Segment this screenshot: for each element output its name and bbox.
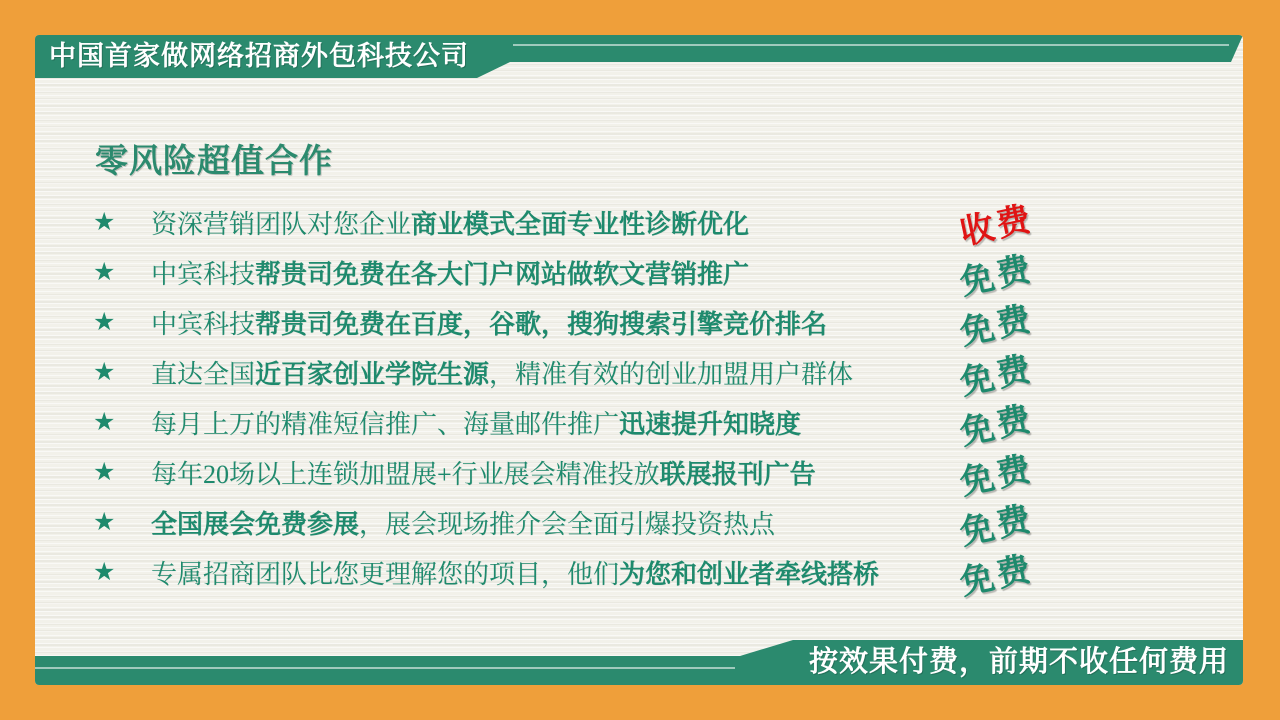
list-item — [91, 547, 1061, 602]
star-icon: ★ — [93, 207, 116, 236]
text-segment: 帮贵司免费在百度，谷歌，搜狗搜索引擎竞价排名 — [255, 309, 828, 339]
fee-tag: 免费 — [956, 300, 1037, 352]
star-icon: ★ — [93, 307, 116, 336]
text-segment: 近百家创业学院生源 — [255, 359, 490, 389]
star-icon: ★ — [93, 557, 116, 586]
footer-accent-line — [35, 667, 735, 669]
item-text — [151, 454, 941, 491]
item-text — [151, 504, 941, 541]
list-item — [91, 347, 1061, 402]
list-item — [91, 447, 1061, 502]
benefit-list — [91, 197, 1061, 602]
star-icon: ★ — [93, 257, 116, 286]
item-text — [151, 354, 941, 391]
content-card — [35, 35, 1243, 685]
text-segment: 迅速提升知晓度 — [619, 409, 802, 439]
star-icon: ★ — [93, 457, 116, 486]
item-text — [151, 304, 941, 341]
text-segment: 直达全国 — [151, 359, 256, 389]
text-segment: ，精准有效的创业加盟用户群体 — [489, 359, 854, 389]
text-segment: ，展会现场推介会全面引爆投资热点 — [359, 509, 776, 539]
text-segment: 资深营销团队对您企业 — [151, 209, 412, 239]
text-segment: 帮贵司免费在各大门户网站做软文营销推广 — [255, 259, 750, 289]
star-icon: ★ — [93, 407, 116, 436]
list-item — [91, 297, 1061, 352]
item-text — [151, 254, 941, 291]
star-icon: ★ — [93, 357, 116, 386]
text-segment: 中宾科技 — [151, 309, 256, 339]
text-segment: 中宾科技 — [151, 259, 256, 289]
fee-tag: 免费 — [956, 250, 1037, 302]
list-item — [91, 497, 1061, 552]
item-text — [151, 404, 941, 441]
text-segment: 专属招商团队比您更理解您的项目，他们 — [151, 559, 620, 589]
footer-text: 按效果付费，前期不收任何费用 — [808, 646, 1229, 678]
fee-tag: 免费 — [956, 500, 1037, 552]
item-text — [151, 554, 941, 591]
header-accent-line — [513, 44, 1229, 46]
page-title: 零风险超值合作 — [95, 142, 333, 179]
header-title: 中国首家做网络招商外包科技公司 — [49, 41, 469, 71]
star-icon: ★ — [93, 507, 116, 536]
text-segment: 为您和创业者牵线搭桥 — [619, 559, 880, 589]
list-item — [91, 397, 1061, 452]
text-segment: 每月上万的精准短信推广、海量邮件推广 — [151, 409, 620, 439]
list-item — [91, 197, 1061, 252]
list-item — [91, 247, 1061, 302]
fee-tag: 免费 — [956, 550, 1037, 602]
text-segment: 每年20场以上连锁加盟展+行业展会精准投放 — [151, 459, 660, 489]
fee-tag: 收费 — [956, 200, 1037, 252]
item-text — [151, 204, 941, 241]
text-segment: 全国展会免费参展 — [151, 509, 360, 539]
text-segment: 商业模式全面专业性诊断优化 — [411, 209, 750, 239]
text-segment: 联展报刊广告 — [659, 459, 816, 489]
fee-tag: 免费 — [956, 450, 1037, 502]
fee-tag: 免费 — [956, 400, 1037, 452]
fee-tag: 免费 — [956, 350, 1037, 402]
